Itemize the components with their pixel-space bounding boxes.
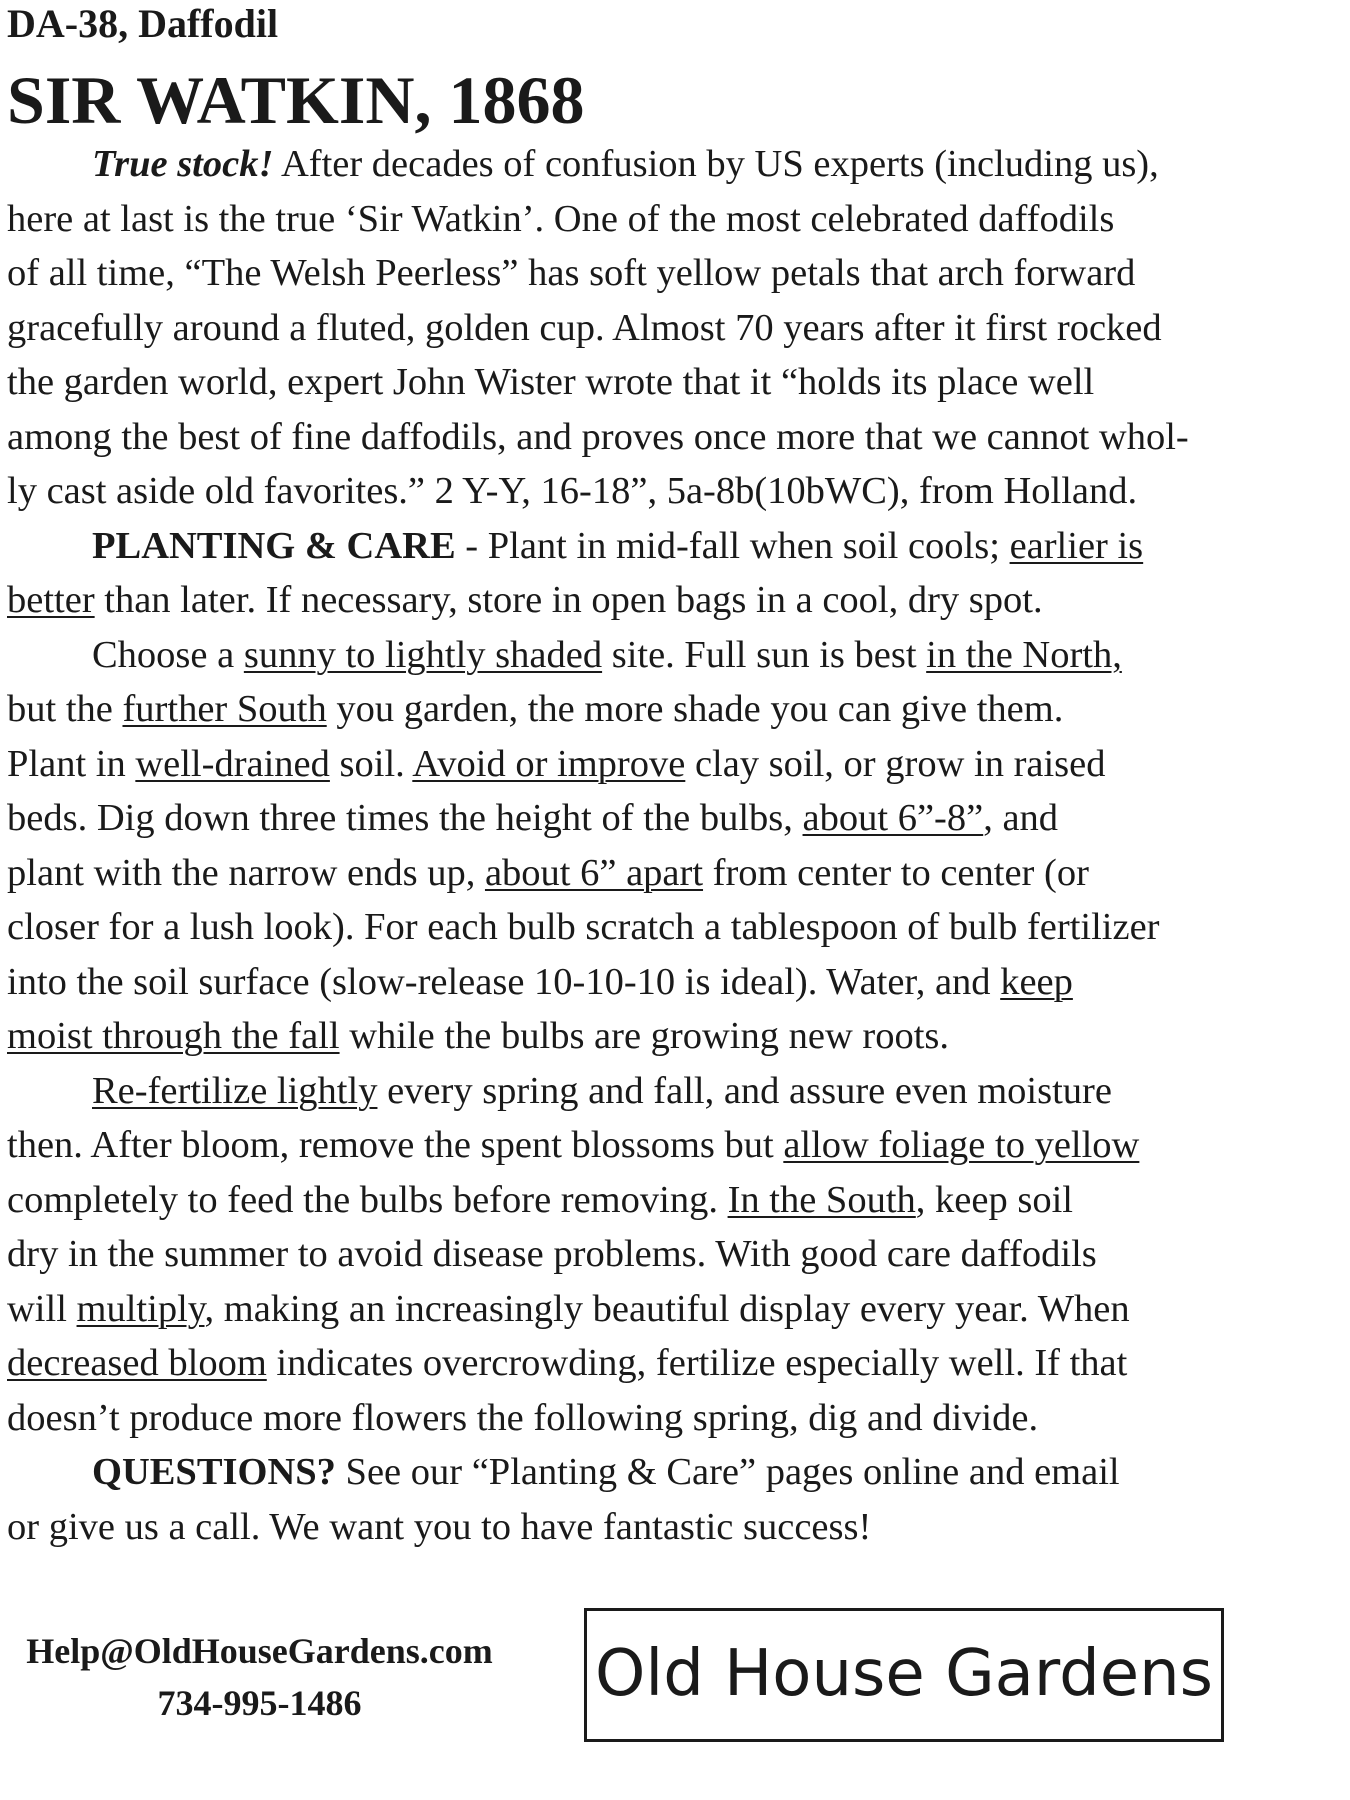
text-segment: than later. If necessary, store in open bags in a cool, dry spot.	[94, 579, 1043, 621]
contact-block	[7, 1625, 512, 1729]
text-segment: After decades of confusion by US experts (including us),	[273, 143, 1159, 185]
text-line	[7, 791, 1343, 846]
bold-text: True stock!	[92, 143, 274, 185]
text-segment: Plant in	[7, 742, 136, 785]
text-segment: doesn’t produce more flowers the following spring, dig and divide.	[7, 1396, 1039, 1439]
underlined-text: better	[7, 579, 95, 621]
underlined-text: Re-fertilize lightly	[92, 1069, 378, 1112]
text-segment: - Plant in mid-fall when soil cools;	[455, 524, 1010, 567]
text-line	[7, 900, 1343, 955]
underlined-text: decreased bloom	[7, 1342, 267, 1384]
text-line	[7, 1445, 1343, 1500]
text-line	[7, 737, 1343, 792]
paragraph	[7, 1445, 1343, 1554]
text-line	[7, 1391, 1343, 1446]
underlined-text: well-drained	[135, 742, 330, 785]
text-line	[7, 1282, 1343, 1337]
logo-wordmark: Old House Gardens	[595, 1637, 1213, 1711]
text-segment: while the bulbs are growing new roots.	[339, 1015, 950, 1057]
paragraph	[7, 137, 1343, 519]
text-line	[7, 628, 1343, 683]
paragraph	[7, 628, 1343, 1064]
text-segment: will	[7, 1287, 77, 1330]
text-line	[7, 301, 1343, 356]
text-segment: from center to center (or	[703, 851, 1089, 894]
underlined-text: multiply	[76, 1287, 205, 1330]
underlined-text: sunny to lightly shaded	[243, 633, 603, 676]
text-segment: , making an increasingly beautiful display every year. When	[204, 1287, 1130, 1330]
phone-number: 734-995-1486	[157, 1683, 362, 1723]
text-segment: ly cast aside old favorites.” 2 Y-Y, 16-18”, 5a-8b(10bWC), from Holland.	[7, 470, 1138, 512]
underlined-text: further South	[122, 688, 327, 730]
text-segment: of all time, “The Welsh Peerless” has soft yellow petals that arch forward	[7, 252, 1136, 294]
text-segment: closer for a lush look). For each bulb scratch a tablespoon of bulb fertilizer	[7, 906, 1160, 948]
text-segment: , keep soil	[915, 1178, 1073, 1221]
underlined-text: In the South	[727, 1178, 916, 1221]
logo-mark	[587, 1611, 1221, 1739]
text-segment: See our “Planting & Care” pages online and email	[335, 1451, 1120, 1493]
text-line	[7, 1336, 1343, 1391]
text-segment: into the soil surface (slow-release 10-10-10 is ideal). Water, and	[7, 960, 1001, 1003]
text-line	[7, 1173, 1343, 1228]
underlined-text: allow foliage to yellow	[783, 1124, 1140, 1166]
text-segment: every spring and fall, and assure even moisture	[377, 1069, 1112, 1112]
text-line	[7, 573, 1343, 628]
underlined-text: in the North,	[926, 633, 1122, 676]
email-link[interactable]: Help@OldHouseGardens.com	[26, 1631, 493, 1671]
underlined-text: keep	[1000, 960, 1073, 1003]
text-line	[7, 1118, 1343, 1173]
text-segment: site. Full sun is best	[602, 633, 927, 676]
underlined-text: moist through the fall	[7, 1015, 340, 1057]
underlined-text: Avoid or improve	[412, 742, 686, 785]
text-segment: the garden world, expert John Wister wrote that it “holds its place well	[7, 361, 1095, 403]
text-line	[7, 1500, 1343, 1555]
text-line	[7, 519, 1343, 574]
text-line	[7, 955, 1343, 1010]
brand-logo	[584, 1608, 1224, 1742]
text-line	[7, 682, 1343, 737]
text-segment: indicates overcrowding, fertilize especially well. If that	[266, 1342, 1128, 1384]
text-segment: gracefully around a fluted, golden cup. Almost 70 years after it first rocked	[7, 306, 1162, 349]
bold-text: QUESTIONS?	[92, 1451, 336, 1493]
underlined-text: about 6”-8”	[802, 797, 984, 839]
product-code: DA-38, Daffodil	[7, 1, 279, 46]
text-line	[7, 410, 1343, 465]
text-segment: Choose a	[92, 633, 244, 676]
text-line	[7, 1009, 1343, 1064]
underlined-text: earlier is	[1009, 524, 1144, 567]
text-segment: completely to feed the bulbs before removing.	[7, 1178, 728, 1221]
text-line	[7, 355, 1343, 410]
text-line	[7, 246, 1343, 301]
text-segment: , and	[983, 797, 1059, 839]
text-segment: clay soil, or grow in raised	[685, 742, 1106, 785]
bold-text: PLANTING & CARE	[92, 524, 456, 567]
text-segment: plant with the narrow ends up,	[7, 851, 485, 894]
paragraph	[7, 519, 1343, 628]
text-segment: soil.	[329, 742, 413, 785]
text-segment: dry in the summer to avoid disease problems. With good care daffodils	[7, 1233, 1097, 1275]
text-segment: then. After bloom, remove the spent blossoms but	[7, 1124, 784, 1166]
text-segment: you garden, the more shade you can give them.	[326, 688, 1064, 730]
text-segment: among the best of fine daffodils, and proves once more that we cannot whol-	[7, 415, 1189, 458]
text-segment: or give us a call. We want you to have fantastic success!	[7, 1505, 872, 1548]
underlined-text: about 6” apart	[484, 851, 704, 894]
text-segment: beds. Dig down three times the height of the bulbs,	[7, 797, 803, 839]
product-title: SIR WATKIN, 1868	[7, 62, 585, 138]
text-line	[7, 846, 1343, 901]
text-line	[7, 137, 1343, 192]
text-line	[7, 1227, 1343, 1282]
text-line	[7, 192, 1343, 247]
description-body	[7, 137, 1343, 1554]
text-line	[7, 464, 1343, 519]
paragraph	[7, 1064, 1343, 1446]
text-segment: here at last is the true ‘Sir Watkin’. One of the most celebrated daffodils	[7, 197, 1115, 240]
text-segment: but the	[7, 688, 123, 730]
text-line	[7, 1064, 1343, 1119]
